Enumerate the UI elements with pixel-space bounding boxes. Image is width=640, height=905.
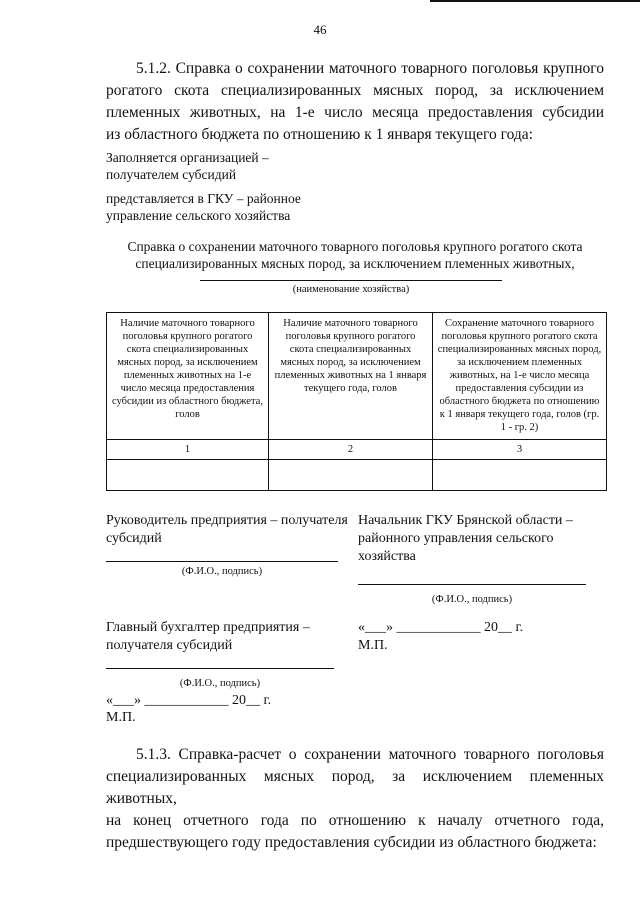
text-line: предшествующего году предоставления субсидии из областного бюджета: bbox=[106, 834, 597, 851]
text-line: специализированных мясных пород, за исключением племенных животных, bbox=[135, 256, 575, 271]
text-line: представляется в ГКУ – районное bbox=[106, 191, 301, 206]
table-header-cell: Наличие маточного товарного поголовья крупного рогатого скота специализированных мясных пород, за исключением племенных животных на 1 января текущего года, голов bbox=[269, 313, 433, 440]
gku-head-signature-label bbox=[358, 512, 573, 566]
text-line: субсидий bbox=[106, 531, 162, 546]
farm-name-caption: (наименование хозяйства) bbox=[292, 284, 410, 295]
gku-head-fio-caption: (Ф.И.О., подпись) bbox=[431, 594, 513, 605]
accountant-signature-line[interactable] bbox=[106, 668, 334, 669]
text-line: специализированных мясных пород, за исключением племенных животных, bbox=[106, 768, 604, 807]
text-line: 5.1.3. Справка-расчет о сохранении маточного товарного поголовья bbox=[136, 746, 604, 763]
text-line: районного управления сельского bbox=[358, 531, 554, 546]
text-line: из областного бюджета по отношению к 1 января текущего года: bbox=[106, 126, 533, 143]
text-line: Заполняется организацией – bbox=[106, 150, 269, 165]
submit-note bbox=[106, 190, 301, 224]
table-row bbox=[107, 460, 607, 491]
table-cell[interactable] bbox=[107, 460, 269, 491]
table-number-cell: 1 bbox=[107, 440, 269, 460]
data-table bbox=[106, 312, 607, 491]
text-line: Главный бухгалтер предприятия – bbox=[106, 620, 310, 635]
text-line: получателя субсидий bbox=[106, 638, 233, 653]
head-signature-line[interactable] bbox=[106, 561, 338, 562]
fill-note bbox=[106, 149, 269, 183]
text-line: 5.1.2. Справка о сохранении маточного товарного поголовья крупного bbox=[136, 60, 604, 77]
text-line: Начальник ГКУ Брянской области – bbox=[358, 513, 573, 528]
table-number-row bbox=[107, 440, 607, 460]
form-title bbox=[106, 238, 604, 272]
text-line: получателем субсидий bbox=[106, 167, 237, 182]
accountant-date-line[interactable]: «___» ____________ 20__ г. bbox=[106, 693, 272, 708]
table-header-cell: Сохранение маточного товарного поголовья крупного рогатого скота специализированных мясных пород, за исключением племенных животных, на 1-е число месяца предоставления субсидии из областного бюджета по отношению к 1 января текущего года, голов (гр. 1 - гр. 2) bbox=[433, 313, 607, 440]
text-line: рогатого скота специализированных мясных пород, за исключением bbox=[106, 82, 604, 99]
table-number-cell: 3 bbox=[433, 440, 607, 460]
text-line: управление сельского хозяйства bbox=[106, 208, 291, 223]
farm-name-line bbox=[200, 280, 502, 281]
table-number-cell: 2 bbox=[269, 440, 433, 460]
table-header-row bbox=[107, 313, 607, 440]
table-header-cell: Наличие маточного товарного поголовья крупного рогатого скота специализированных мясных пород, за исключением племенных животных на 1-е число месяца предоставления субсидии из областного бюджета, голов bbox=[107, 313, 269, 440]
text-line: хозяйства bbox=[358, 549, 416, 564]
section-5-1-3-heading bbox=[106, 744, 604, 854]
top-rule bbox=[430, 0, 640, 2]
text-line: на конец отчетного года по отношению к началу отчетного года, bbox=[106, 812, 604, 829]
gku-date-line[interactable]: «___» ____________ 20__ г. bbox=[358, 620, 524, 635]
accountant-signature-label bbox=[106, 619, 310, 655]
head-signature-label bbox=[106, 512, 348, 548]
text-line: Справка о сохранении маточного товарного поголовья крупного рогатого скота bbox=[127, 239, 583, 254]
text-line: Руководитель предприятия – получателя bbox=[106, 513, 348, 528]
section-5-1-2-heading bbox=[106, 58, 604, 146]
text-line: племенных животных, на 1-е число месяца предоставления субсидии bbox=[106, 104, 604, 121]
gku-head-signature-line[interactable] bbox=[358, 584, 586, 585]
accountant-seal-mark: М.П. bbox=[106, 710, 136, 725]
head-fio-caption: (Ф.И.О., подпись) bbox=[181, 566, 263, 577]
table-cell[interactable] bbox=[433, 460, 607, 491]
table-cell[interactable] bbox=[269, 460, 433, 491]
accountant-fio-caption: (Ф.И.О., подпись) bbox=[179, 678, 261, 689]
gku-seal-mark: М.П. bbox=[358, 638, 388, 653]
page-number: 46 bbox=[313, 22, 327, 37]
